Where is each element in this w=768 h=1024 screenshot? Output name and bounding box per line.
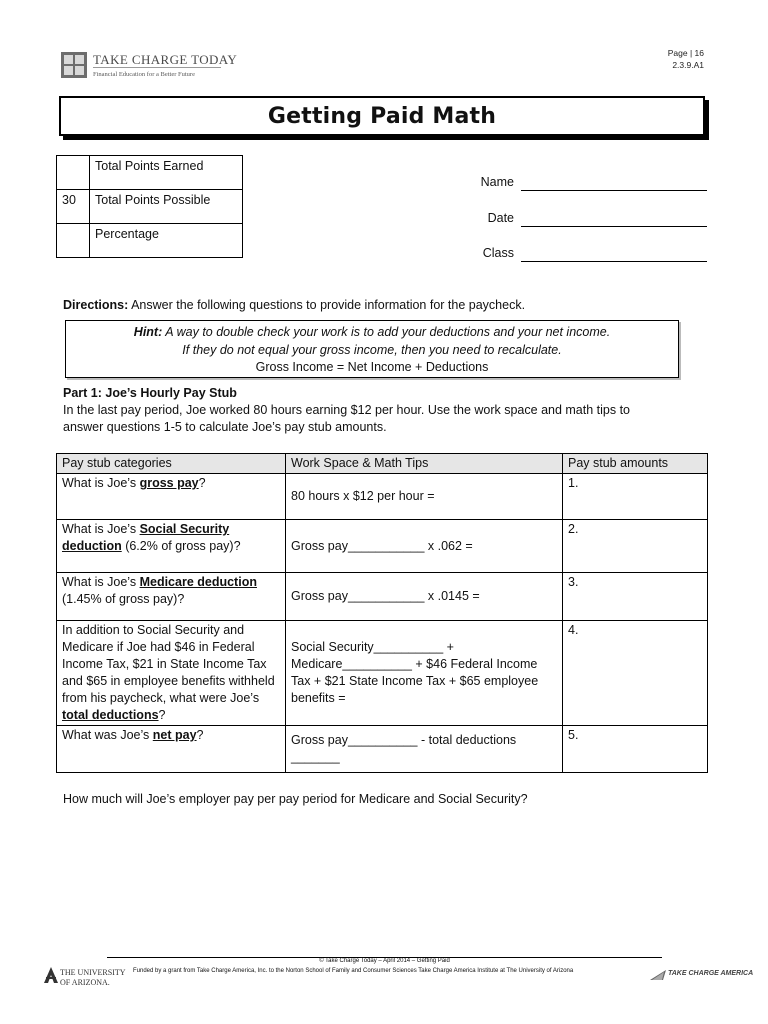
question-text-end: ? [198,476,206,490]
amount-cell[interactable]: 1. [563,474,708,520]
score-value: 30 [57,190,90,224]
footer-copyright: © Take Charge Today – April 2014 – Getting Paid [319,958,450,964]
score-value[interactable] [57,156,90,190]
score-table [56,155,243,258]
part1-heading: Part 1: Joe’s Hourly Pay Stub [63,386,237,400]
org-tagline: Financial Education for a Better Future [93,71,195,78]
date-field[interactable] [521,226,707,227]
ua-name-line-1: THE UNIVERSITY [60,968,126,977]
workspace-cell[interactable]: 80 hours x $12 per hour = [286,474,563,520]
date-label: Date [487,211,514,225]
question-text: What is Joe’s [62,522,140,536]
question-text-end: (1.45% of gross pay)? [62,592,185,606]
doc-code: 2.3.9.A1 [672,60,704,70]
score-row [57,190,243,224]
question-keyword: gross pay [139,476,199,490]
question-cell [57,621,286,726]
question-text: In addition to Social Security and Medicare if Joe had $46 in Federal Income Tax, $21 in State Income Tax and $65 in employee benefits withheld from his paycheck, what were Joe’s [62,623,275,705]
hint-box [65,320,679,378]
table-row [57,621,708,726]
column-header-categories: Pay stub categories [57,454,286,474]
question-six: How much will Joe’s employer pay per pay period for Medicare and Social Security? [63,792,528,806]
directions-label: Directions: [63,298,129,312]
amount-cell[interactable]: 4. [563,621,708,726]
footer-funding: Funded by a grant from Take Charge America, Inc. to the Norton School of Family and Consumer Sciences Take Charge America Institute at The University of Arizona [133,968,574,974]
workspace-cell[interactable]: Social Security__________ + Medicare__________ + $46 Federal Income Tax + $21 State Income Tax + $65 employee benefits = [286,621,563,726]
table-row [57,474,708,520]
amount-cell[interactable]: 3. [563,573,708,621]
name-field[interactable] [521,190,707,191]
logo-divider [93,67,221,68]
question-text: What is Joe’s [62,476,140,490]
score-value[interactable] [57,224,90,258]
workspace-cell[interactable]: Gross pay___________ x .0145 = [286,573,563,621]
question-cell [57,520,286,573]
question-keyword: total deductions [62,708,159,722]
question-cell [57,573,286,621]
hint-line-1 [66,324,678,342]
question-text-end: ? [196,728,204,742]
amount-cell[interactable]: 2. [563,520,708,573]
score-row [57,156,243,190]
university-of-arizona-name [60,968,126,988]
directions [63,297,525,314]
question-keyword: Social Security deduction [62,522,230,553]
table-row [57,520,708,573]
question-keyword: net pay [152,728,197,742]
ua-name-line-2: OF ARIZONA. [60,978,110,987]
directions-text: Answer the following questions to provide information for the paycheck. [128,298,526,312]
university-of-arizona-logo-icon [43,966,59,989]
part1-intro-line-2: answer questions 1-5 to calculate Joe’s pay stub amounts. [63,420,387,434]
hint-label: Hint: [133,325,163,339]
question-cell [57,474,286,520]
score-label: Percentage [90,224,243,258]
hint-line-2: If they do not equal your gross income, then you need to recalculate. [182,342,562,357]
column-header-amounts: Pay stub amounts [563,454,708,474]
hint-line-3: Gross Income = Net Income + Deductions [255,360,489,374]
score-row [57,224,243,258]
workspace-cell[interactable]: Gross pay___________ x .062 = [286,520,563,573]
score-label: Total Points Earned [90,156,243,190]
hint-text-1: A way to double check your work is to add your deductions and your net income. [162,325,611,339]
workspace-cell[interactable]: Gross pay__________ - total deductions _______ [286,726,563,773]
pay-stub-table [56,453,708,773]
table-row [57,726,708,773]
question-text-end: (6.2% of gross pay)? [121,539,241,553]
score-label: Total Points Possible [90,190,243,224]
take-charge-america-name: TAKE CHARGE AMERICA [668,970,754,977]
take-charge-america-logo-icon [650,968,666,987]
title-box [59,96,705,136]
question-text: What is Joe’s [62,575,140,589]
amount-cell[interactable]: 5. [563,726,708,773]
class-field[interactable] [521,261,707,262]
question-text-end: ? [158,708,166,722]
org-name: TAKE CHARGE TODAY [93,52,238,67]
table-row [57,573,708,621]
column-header-workspace: Work Space & Math Tips [286,454,563,474]
question-keyword: Medicare deduction [139,575,257,589]
part1-intro-line-1: In the last pay period, Joe worked 80 hours earning $12 per hour. Use the work space and math tips to [63,403,631,417]
question-text: What was Joe’s [62,728,153,742]
take-charge-today-logo-icon [61,52,87,78]
table-header-row [57,454,708,474]
question-cell [57,726,286,773]
class-label: Class [482,246,514,260]
page-title: Getting Paid Math [267,103,497,129]
name-label: Name [480,175,514,189]
page-label: Page | 16 [667,48,704,58]
page-number [668,47,704,71]
